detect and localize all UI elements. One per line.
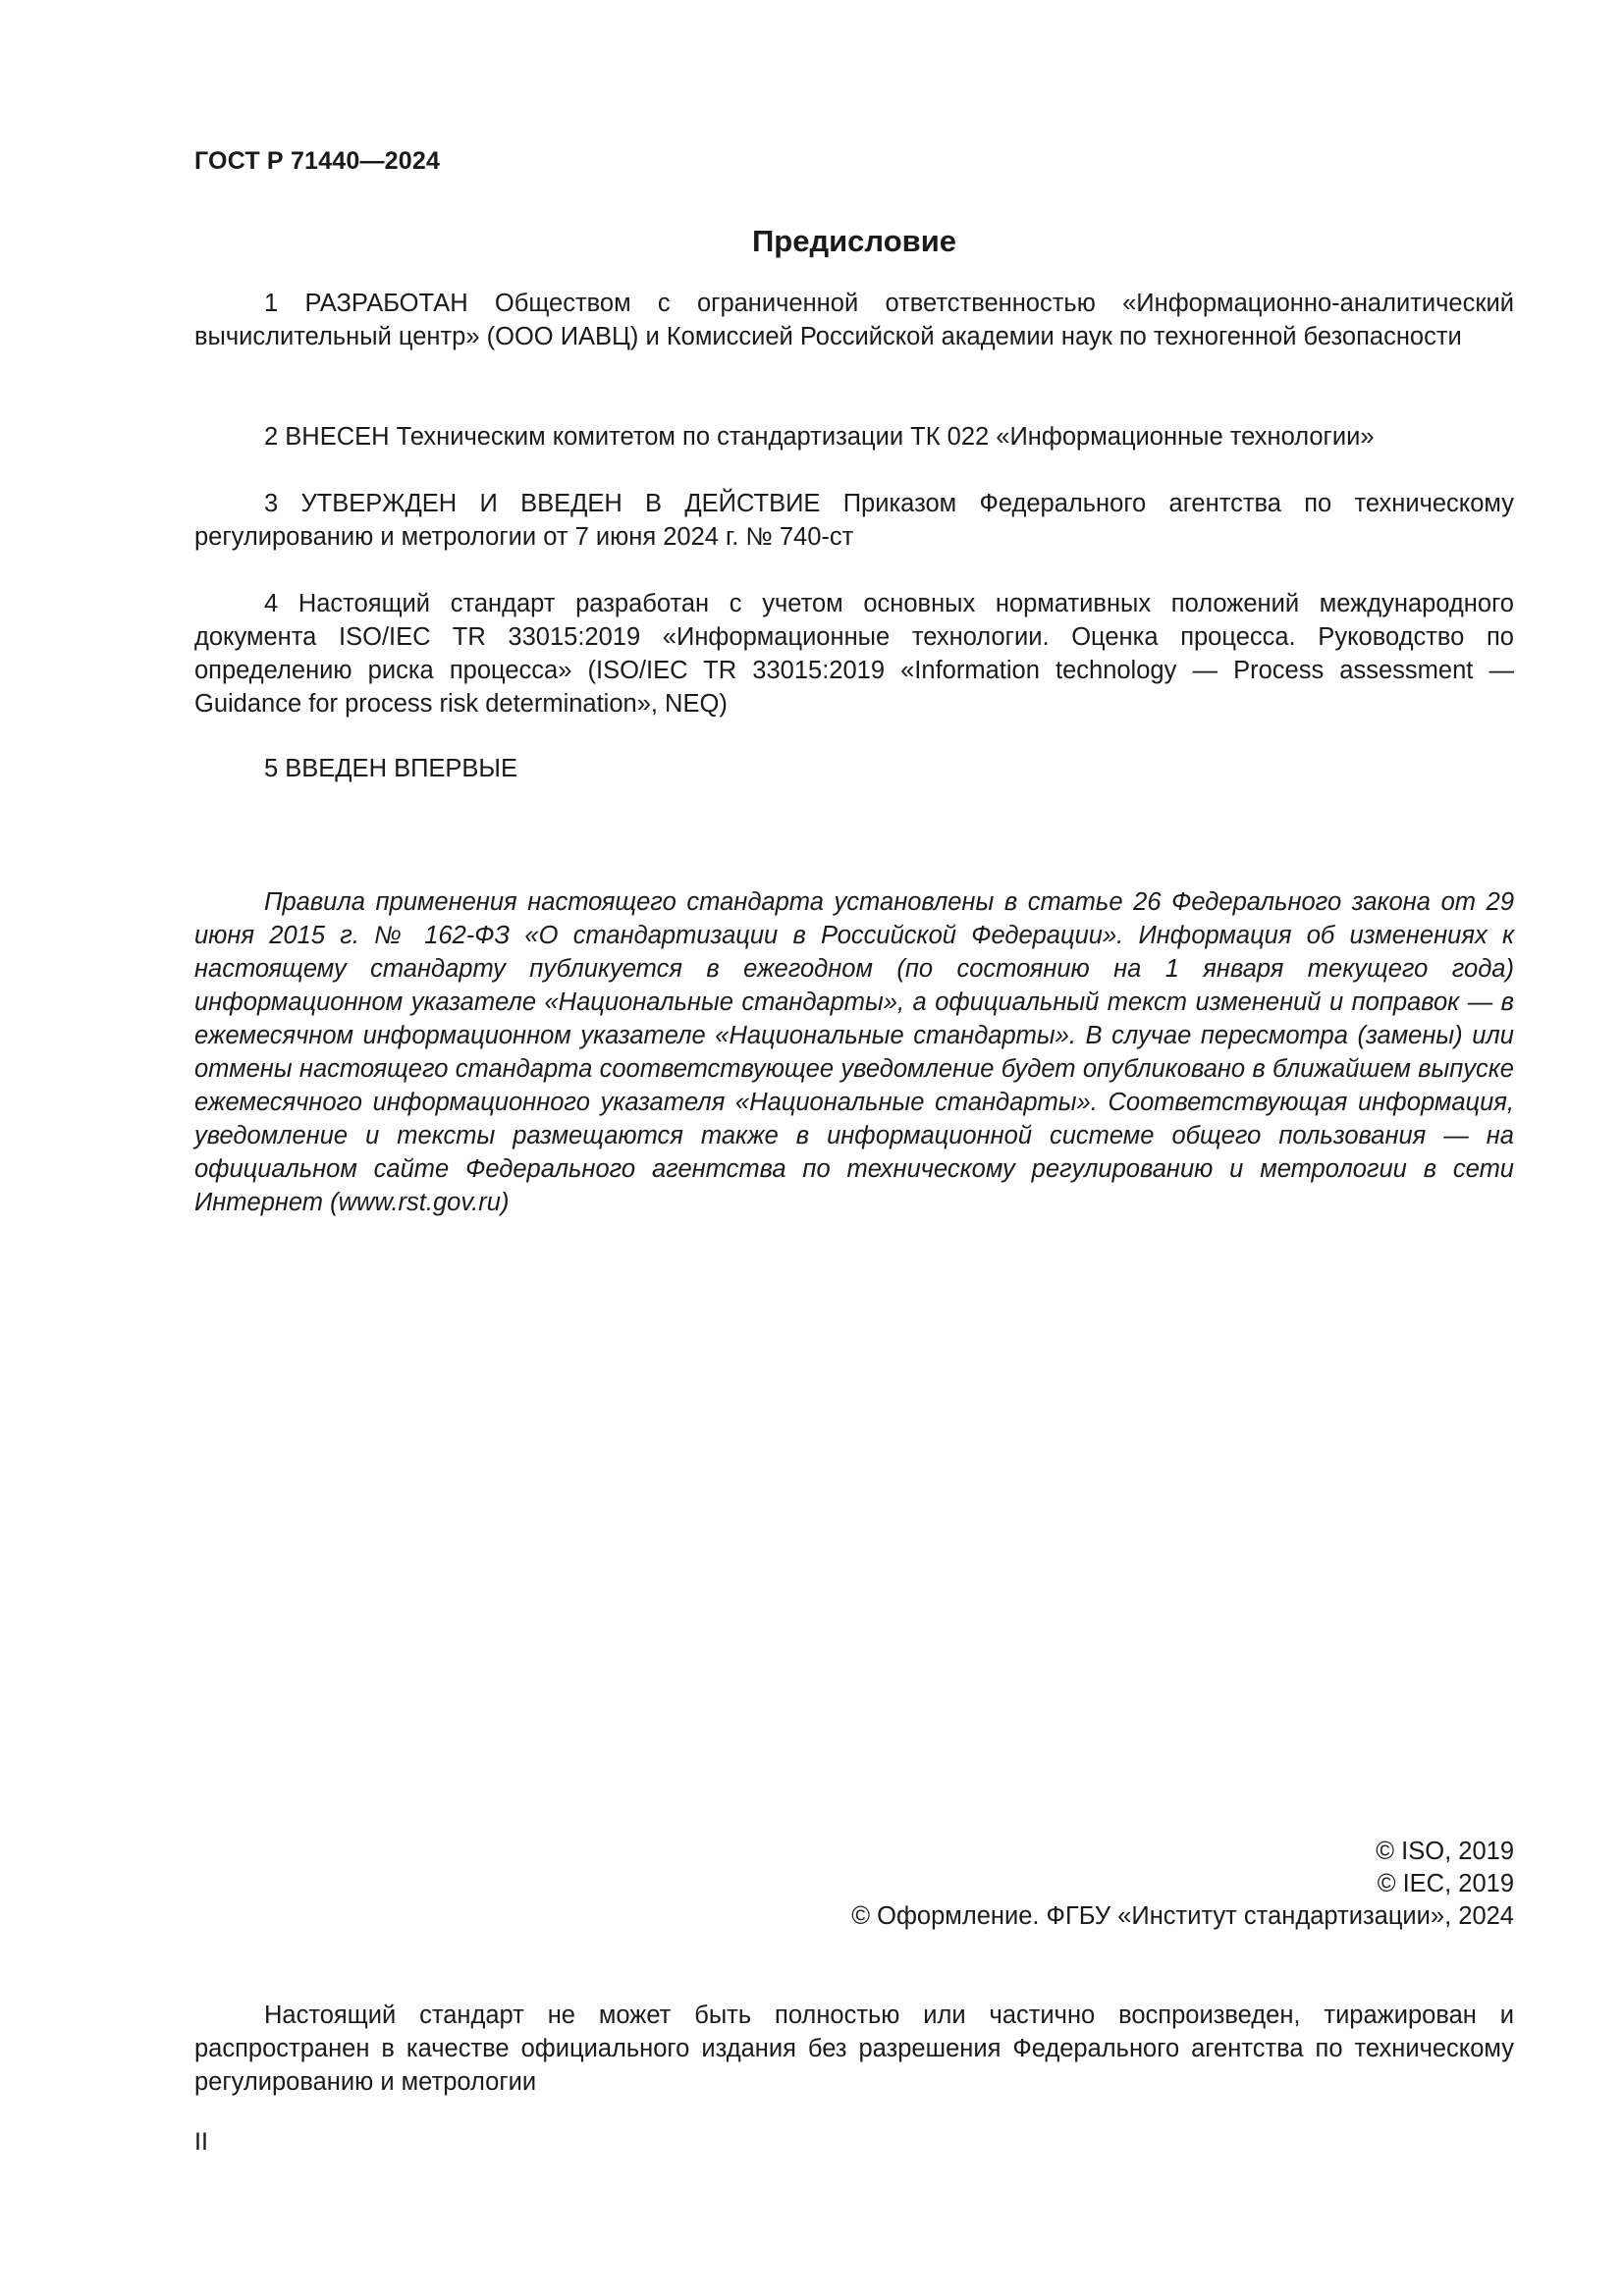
- paragraph-approved: 3 УТВЕРЖДЕН И ВВЕДЕН В ДЕЙСТВИЕ Приказом Федерального агентства по техническому регулированию и метрологии от 7 июня 2024 г. № 740-ст: [194, 490, 1514, 551]
- paragraph-developed-by: 1 РАЗРАБОТАН Обществом с ограниченной ответственностью «Информационно-аналитический вычислительный центр» (ООО ИАВЦ) и Комиссией Российской академии наук по техногенной безопасности: [194, 290, 1514, 350]
- paragraph-introduced-by: 2 ВНЕСЕН Техническим комитетом по стандартизации ТК 022 «Информационные технологии»: [264, 423, 1375, 451]
- copyright-iso: © ISO, 2019: [1376, 1838, 1514, 1865]
- page-number: II: [194, 2128, 208, 2156]
- section-title: Предисловие: [751, 224, 956, 258]
- rules-of-application-note: Правила применения настоящего стандарта установлены в статье 26 Федерального закона от 29 июня 2015 г. № 162-ФЗ «О стандартизации в Российской Федерации». Информация об изменениях к настоящему стандарту публикуется в ежегодном (по состоянию на 1 января текущего года) информационном указателе «Национальные стандарты», а официальный текст изменений и поправок — в ежемесячном информационном указателе «Национальные стандарты». В случае пересмотра (замены) или отмены настоящего стандарта соответствующее уведомление будет опубликовано в ближайшем выпуске ежемесячного информационного указателя «Национальные стандарты». Соответствующая информация, уведомление и тексты размещаются также в информационной системе общего пользования — на официальном сайте Федерального агентства по техническому регулированию и метрологии в сети Интернет (www.rst.gov.ru): [194, 888, 1514, 1216]
- paragraph-introduced-first: 5 ВВЕДЕН ВПЕРВЫЕ: [264, 755, 518, 782]
- document-code-header: ГОСТ Р 71440—2024: [194, 147, 441, 175]
- paragraph-basis-document: 4 Настоящий стандарт разработан с учетом основных нормативных положений международного документа ISO/IEC TR 33015:2019 «Информационные технологии. Оценка процесса. Руководство по определению риска процесса» (ISO/IEC TR 33015:2019 «Information technology — Process assessment — Guidance for process risk determination», NEQ): [194, 590, 1514, 718]
- copyright-design: © Оформление. ФГБУ «Институт стандартизации», 2024: [851, 1902, 1514, 1930]
- copyright-block: [194, 1836, 1514, 1933]
- copyright-iec: © IEC, 2019: [1377, 1870, 1514, 1897]
- reproduction-notice: Настоящий стандарт не может быть полностью или частично воспроизведен, тиражирован и распространен в качестве официального издания без разрешения Федерального агентства по техническому регулированию и метрологии: [194, 2002, 1514, 2096]
